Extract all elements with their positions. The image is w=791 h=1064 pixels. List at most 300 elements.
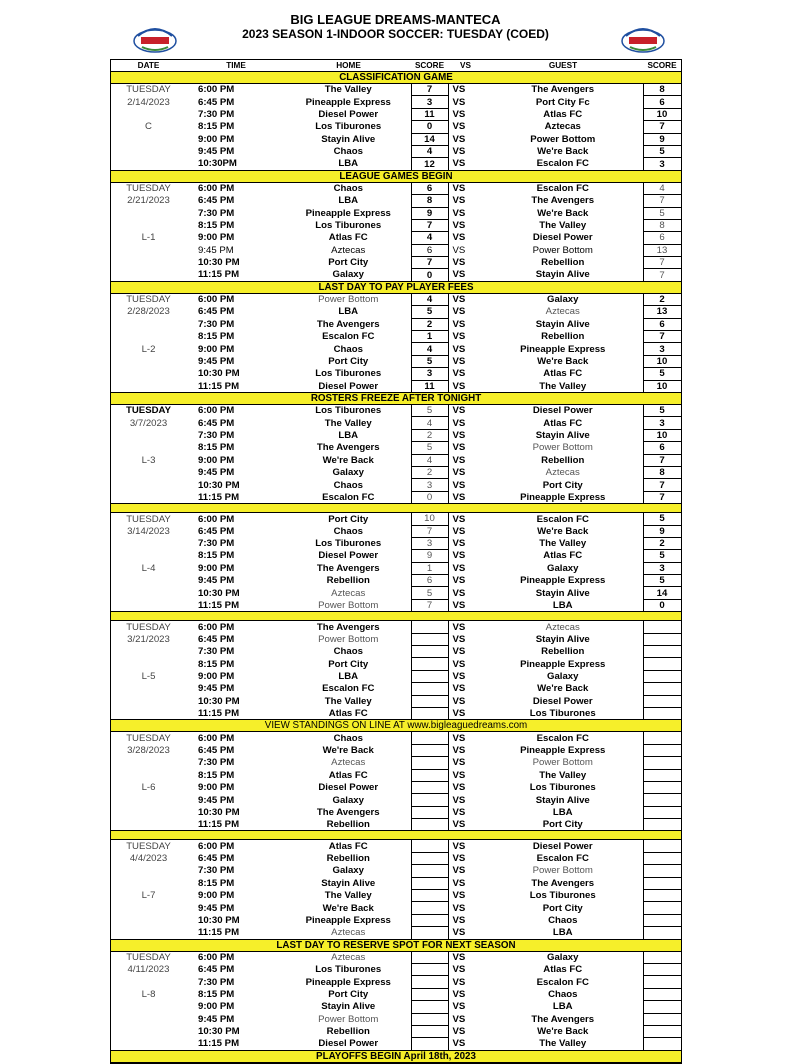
guest-team: Escalon FC xyxy=(536,158,589,170)
home-score: 2 xyxy=(411,429,448,441)
section-banner xyxy=(111,939,681,951)
guest-score: 7 xyxy=(643,257,681,269)
home-score: 11 xyxy=(411,380,448,392)
game-time: 6:45 PM xyxy=(198,417,235,429)
guest-team: Aztecas xyxy=(544,121,581,133)
home-score xyxy=(411,769,448,781)
game-date xyxy=(111,819,186,831)
guest-score xyxy=(643,1001,681,1013)
home-score xyxy=(411,757,448,769)
home-score: 5 xyxy=(411,442,448,454)
game-time: 7:30 PM xyxy=(198,865,235,877)
guest-score xyxy=(643,707,681,719)
game-time: 11:15 PM xyxy=(198,707,240,719)
guest-team: Atlas FC xyxy=(543,550,583,562)
guest-team: LBA xyxy=(552,599,573,611)
home-team: Port City xyxy=(328,988,369,1000)
home-score xyxy=(411,794,448,806)
game-time: 9:45 PM xyxy=(198,146,235,158)
game-time: 8:15 PM xyxy=(198,658,235,670)
guest-team: Chaos xyxy=(548,915,578,927)
guest-score xyxy=(643,621,681,633)
home-team: Diesel Power xyxy=(318,782,379,794)
game-row xyxy=(111,380,681,392)
game-date: 2/21/2023 xyxy=(127,195,170,207)
vs-label: VS xyxy=(452,646,466,658)
home-score: 0 xyxy=(411,121,448,133)
guest-score: 6 xyxy=(643,232,681,244)
game-row xyxy=(111,1001,681,1013)
guest-score: 7 xyxy=(643,269,681,281)
section-banner-text: PLAYOFFS BEGIN April 18th, 2023 xyxy=(111,1050,681,1062)
vs-label: VS xyxy=(452,294,466,306)
vs-label: VS xyxy=(452,819,466,831)
home-team: Escalon FC xyxy=(322,491,375,503)
guest-score: 10 xyxy=(643,380,681,392)
game-date xyxy=(111,479,186,491)
vs-label: VS xyxy=(452,575,466,587)
game-row xyxy=(111,976,681,988)
game-date: 4/4/2023 xyxy=(129,853,168,865)
home-team: Los Tiburones xyxy=(315,368,382,380)
home-team: Stayin Alive xyxy=(321,133,376,145)
home-score xyxy=(411,840,448,852)
game-row xyxy=(111,633,681,645)
game-row xyxy=(111,121,681,133)
vs-label: VS xyxy=(452,769,466,781)
column-header-date: DATE xyxy=(111,60,186,72)
guest-score xyxy=(643,646,681,658)
game-row xyxy=(111,207,681,219)
guest-team: The Valley xyxy=(539,538,587,550)
game-date xyxy=(111,976,186,988)
game-row xyxy=(111,479,681,491)
vs-label: VS xyxy=(452,84,466,96)
guest-team: Pineapple Express xyxy=(520,343,606,355)
game-row xyxy=(111,877,681,889)
vs-label: VS xyxy=(452,744,466,756)
home-team: LBA xyxy=(338,670,359,682)
home-score: 4 xyxy=(411,232,448,244)
game-row xyxy=(111,902,681,914)
big-league-dreams-logo xyxy=(620,24,666,54)
home-score: 7 xyxy=(411,599,448,611)
guest-team: Stayin Alive xyxy=(535,633,590,645)
home-score xyxy=(411,744,448,756)
game-time: 10:30 PM xyxy=(198,479,240,491)
vs-label: VS xyxy=(452,695,466,707)
home-score xyxy=(411,646,448,658)
home-score xyxy=(411,806,448,818)
game-row xyxy=(111,306,681,318)
guest-score: 3 xyxy=(643,562,681,574)
guest-score: 8 xyxy=(643,84,681,96)
game-time: 11:15 PM xyxy=(198,380,240,392)
game-date: L-8 xyxy=(141,988,156,1000)
game-date xyxy=(111,794,186,806)
game-row xyxy=(111,145,681,157)
vs-label: VS xyxy=(452,525,466,537)
game-time: 9:00 PM xyxy=(198,890,235,902)
game-row xyxy=(111,927,681,939)
game-date xyxy=(111,491,186,503)
vs-label: VS xyxy=(452,183,466,195)
game-time: 6:45 PM xyxy=(198,964,235,976)
home-score: 4 xyxy=(411,293,448,305)
guest-score: 13 xyxy=(643,244,681,256)
game-time: 11:15 PM xyxy=(198,491,240,503)
guest-score xyxy=(643,865,681,877)
home-score xyxy=(411,988,448,1000)
home-team: Galaxy xyxy=(332,269,364,281)
game-row xyxy=(111,621,681,633)
game-row xyxy=(111,355,681,367)
home-score: 12 xyxy=(411,158,448,170)
game-row xyxy=(111,182,681,194)
game-time: 11:15 PM xyxy=(198,1038,240,1050)
game-time: 8:15 PM xyxy=(198,442,235,454)
vs-label: VS xyxy=(452,757,466,769)
section-banner-text: CLASSIFICATION GAME xyxy=(111,72,681,84)
vs-label: VS xyxy=(452,1038,466,1050)
home-score: 6 xyxy=(411,182,448,194)
home-team: LBA xyxy=(338,195,359,207)
home-score xyxy=(411,621,448,633)
vs-label: VS xyxy=(452,343,466,355)
home-team: Galaxy xyxy=(332,794,364,806)
home-score: 10 xyxy=(411,513,448,525)
vs-label: VS xyxy=(452,988,466,1000)
vs-label: VS xyxy=(452,902,466,914)
game-date: TUESDAY xyxy=(126,513,171,525)
game-time: 8:15 PM xyxy=(198,550,235,562)
guest-score xyxy=(643,840,681,852)
vs-label: VS xyxy=(452,442,466,454)
home-team: Aztecas xyxy=(331,757,366,769)
home-score: 2 xyxy=(411,466,448,478)
column-header-home-score: SCORE xyxy=(411,60,448,72)
section-banner xyxy=(111,281,681,293)
guest-score xyxy=(643,890,681,902)
game-row xyxy=(111,683,681,695)
home-team: Los Tiburones xyxy=(315,220,382,232)
section-banner xyxy=(111,170,681,182)
home-team: Galaxy xyxy=(332,865,364,877)
guest-team: Rebellion xyxy=(541,646,585,658)
guest-team: Stayin Alive xyxy=(535,318,590,330)
home-score: 9 xyxy=(411,550,448,562)
guest-score: 2 xyxy=(643,537,681,549)
home-team: We're Back xyxy=(322,454,374,466)
game-row xyxy=(111,293,681,305)
game-row xyxy=(111,890,681,902)
game-date xyxy=(111,683,186,695)
home-score xyxy=(411,670,448,682)
vs-label: VS xyxy=(452,318,466,330)
home-team: Chaos xyxy=(333,525,363,537)
game-time: 8:15 PM xyxy=(198,220,235,232)
home-score xyxy=(411,976,448,988)
game-time: 6:00 PM xyxy=(198,513,235,525)
game-time: 6:00 PM xyxy=(198,84,235,96)
guest-score xyxy=(643,976,681,988)
guest-score xyxy=(643,670,681,682)
vs-label: VS xyxy=(452,331,466,343)
section-divider-bar xyxy=(111,831,681,840)
game-row xyxy=(111,852,681,864)
home-score xyxy=(411,890,448,902)
section-banner xyxy=(111,392,681,404)
vs-label: VS xyxy=(452,121,466,133)
home-score: 3 xyxy=(411,368,448,380)
vs-label: VS xyxy=(452,513,466,525)
vs-label: VS xyxy=(452,670,466,682)
home-team: Los Tiburones xyxy=(315,964,382,976)
home-score xyxy=(411,914,448,926)
game-date: TUESDAY xyxy=(126,84,171,96)
vs-label: VS xyxy=(452,806,466,818)
home-score xyxy=(411,964,448,976)
home-score xyxy=(411,1025,448,1037)
section-banner-text: LAST DAY TO RESERVE SPOT FOR NEXT SEASON xyxy=(111,939,681,951)
home-team: The Avengers xyxy=(316,442,380,454)
vs-label: VS xyxy=(452,538,466,550)
vs-label: VS xyxy=(452,865,466,877)
guest-team: Galaxy xyxy=(547,670,579,682)
home-score: 4 xyxy=(411,454,448,466)
section-banner-text: LEAGUE GAMES BEGIN xyxy=(111,170,681,182)
game-row xyxy=(111,575,681,587)
game-date xyxy=(111,877,186,889)
game-date: 3/28/2023 xyxy=(127,744,170,756)
home-team: Port City xyxy=(328,658,369,670)
home-score: 5 xyxy=(411,587,448,599)
guest-score: 7 xyxy=(643,479,681,491)
guest-score: 5 xyxy=(643,207,681,219)
vs-label: VS xyxy=(452,964,466,976)
game-time: 9:00 PM xyxy=(198,454,235,466)
guest-score xyxy=(643,769,681,781)
guest-score xyxy=(643,819,681,831)
game-row xyxy=(111,840,681,852)
game-date xyxy=(111,380,186,392)
vs-label: VS xyxy=(452,658,466,670)
home-team: Escalon FC xyxy=(322,683,375,695)
game-time: 10:30 PM xyxy=(198,368,240,380)
game-time: 9:00 PM xyxy=(198,782,235,794)
game-date xyxy=(111,914,186,926)
home-team: We're Back xyxy=(322,744,374,756)
vs-label: VS xyxy=(452,890,466,902)
game-row xyxy=(111,757,681,769)
vs-label: VS xyxy=(452,1001,466,1013)
game-row xyxy=(111,988,681,1000)
game-time: 6:00 PM xyxy=(198,405,235,417)
vs-label: VS xyxy=(452,1026,466,1038)
game-time: 6:45 PM xyxy=(198,96,235,108)
guest-team: The Valley xyxy=(539,1038,587,1050)
guest-score: 3 xyxy=(643,417,681,429)
vs-label: VS xyxy=(452,1013,466,1025)
game-date: TUESDAY xyxy=(126,840,171,852)
game-time: 9:00 PM xyxy=(198,1001,235,1013)
game-row xyxy=(111,550,681,562)
game-date: 2/14/2023 xyxy=(127,96,170,108)
game-time: 7:30 PM xyxy=(198,429,235,441)
section-divider-bar xyxy=(111,504,681,513)
game-row xyxy=(111,96,681,108)
vs-label: VS xyxy=(452,195,466,207)
guest-score xyxy=(643,902,681,914)
game-date xyxy=(111,269,186,281)
home-score: 4 xyxy=(411,343,448,355)
column-header-guest: GUEST xyxy=(483,60,643,72)
guest-score: 5 xyxy=(643,368,681,380)
home-score xyxy=(411,683,448,695)
home-team: Aztecas xyxy=(331,587,366,599)
vs-label: VS xyxy=(452,550,466,562)
vs-label: VS xyxy=(452,840,466,852)
game-date xyxy=(111,158,186,170)
game-date xyxy=(111,207,186,219)
game-time: 6:00 PM xyxy=(198,621,235,633)
home-score: 5 xyxy=(411,355,448,367)
guest-score: 4 xyxy=(643,182,681,194)
game-date xyxy=(111,466,186,478)
guest-team: Atlas FC xyxy=(543,964,583,976)
game-date xyxy=(111,145,186,157)
home-team: Stayin Alive xyxy=(321,877,376,889)
section-banner-text: LAST DAY TO PAY PLAYER FEES xyxy=(111,281,681,293)
home-team: Power Bottom xyxy=(318,1013,379,1025)
game-time: 9:00 PM xyxy=(198,133,235,145)
vs-label: VS xyxy=(452,220,466,232)
guest-score xyxy=(643,964,681,976)
home-team: Escalon FC xyxy=(322,331,375,343)
game-time: 6:45 PM xyxy=(198,525,235,537)
game-time: 9:45 PM xyxy=(198,683,235,695)
vs-label: VS xyxy=(452,782,466,794)
game-row xyxy=(111,454,681,466)
guest-score: 7 xyxy=(643,331,681,343)
vs-label: VS xyxy=(452,633,466,645)
game-date xyxy=(111,429,186,441)
guest-score: 14 xyxy=(643,587,681,599)
vs-label: VS xyxy=(452,915,466,927)
guest-score xyxy=(643,757,681,769)
guest-score: 8 xyxy=(643,466,681,478)
home-score: 7 xyxy=(411,84,448,96)
home-team: Diesel Power xyxy=(318,550,379,562)
schedule-table xyxy=(110,59,682,1064)
game-time: 9:45 PM xyxy=(198,467,235,479)
game-row xyxy=(111,318,681,330)
guest-team: The Valley xyxy=(539,769,587,781)
page-header xyxy=(0,12,791,41)
home-score: 3 xyxy=(411,479,448,491)
game-time: 7:30 PM xyxy=(198,538,235,550)
game-row xyxy=(111,195,681,207)
game-row xyxy=(111,865,681,877)
home-team: Chaos xyxy=(333,646,363,658)
game-time: 7:30 PM xyxy=(198,646,235,658)
game-date xyxy=(111,108,186,120)
guest-score: 2 xyxy=(643,293,681,305)
vs-label: VS xyxy=(452,853,466,865)
game-time: 8:15 PM xyxy=(198,331,235,343)
home-score xyxy=(411,781,448,793)
home-team: Port City xyxy=(328,257,369,269)
game-date xyxy=(111,587,186,599)
game-date xyxy=(111,695,186,707)
game-date xyxy=(111,575,186,587)
game-time: 10:30 PM xyxy=(198,257,240,269)
guest-team: Port City xyxy=(542,819,583,831)
section-banner xyxy=(111,72,681,84)
game-time: 6:00 PM xyxy=(198,840,235,852)
game-date xyxy=(111,318,186,330)
game-time: 9:00 PM xyxy=(198,232,235,244)
home-score: 0 xyxy=(411,491,448,503)
guest-team: Escalon FC xyxy=(536,732,589,744)
home-team: Diesel Power xyxy=(318,108,379,120)
game-row xyxy=(111,599,681,611)
home-team: Power Bottom xyxy=(318,294,379,306)
home-team: Power Bottom xyxy=(318,633,379,645)
guest-team: Aztecas xyxy=(545,306,580,318)
schedule-body xyxy=(111,72,681,1063)
home-team: Port City xyxy=(328,513,369,525)
guest-score xyxy=(643,951,681,963)
game-row xyxy=(111,108,681,120)
game-time: 9:45 PM xyxy=(198,575,235,587)
guest-score: 6 xyxy=(643,442,681,454)
home-score: 3 xyxy=(411,96,448,108)
game-time: 11:15 PM xyxy=(198,819,240,831)
vs-label: VS xyxy=(452,232,466,244)
guest-team: Galaxy xyxy=(547,952,579,964)
guest-team: We're Back xyxy=(537,1026,589,1038)
game-time: 8:15 PM xyxy=(198,877,235,889)
game-date: L-7 xyxy=(141,890,156,902)
vs-label: VS xyxy=(452,621,466,633)
vs-label: VS xyxy=(452,96,466,108)
guest-team: Power Bottom xyxy=(532,865,593,877)
home-team: Los Tiburones xyxy=(315,538,382,550)
game-date: L-4 xyxy=(141,562,156,574)
game-time: 6:00 PM xyxy=(198,183,235,195)
game-date: 3/21/2023 xyxy=(127,633,170,645)
home-team: Pineapple Express xyxy=(305,96,391,108)
game-row xyxy=(111,744,681,756)
game-date: TUESDAY xyxy=(126,952,171,964)
vs-label: VS xyxy=(452,429,466,441)
home-team: LBA xyxy=(338,429,359,441)
game-time: 11:15 PM xyxy=(198,599,240,611)
home-team: Atlas FC xyxy=(328,840,368,852)
game-row xyxy=(111,331,681,343)
game-time: 6:45 PM xyxy=(198,306,235,318)
vs-label: VS xyxy=(452,356,466,367)
guest-score: 7 xyxy=(643,195,681,207)
column-header-time: TIME xyxy=(186,60,286,72)
home-team: The Valley xyxy=(324,417,372,429)
game-date xyxy=(111,865,186,877)
guest-team: The Avengers xyxy=(531,84,595,96)
home-team: Chaos xyxy=(333,343,363,355)
home-team: Los Tiburones xyxy=(315,121,382,133)
game-date xyxy=(111,537,186,549)
